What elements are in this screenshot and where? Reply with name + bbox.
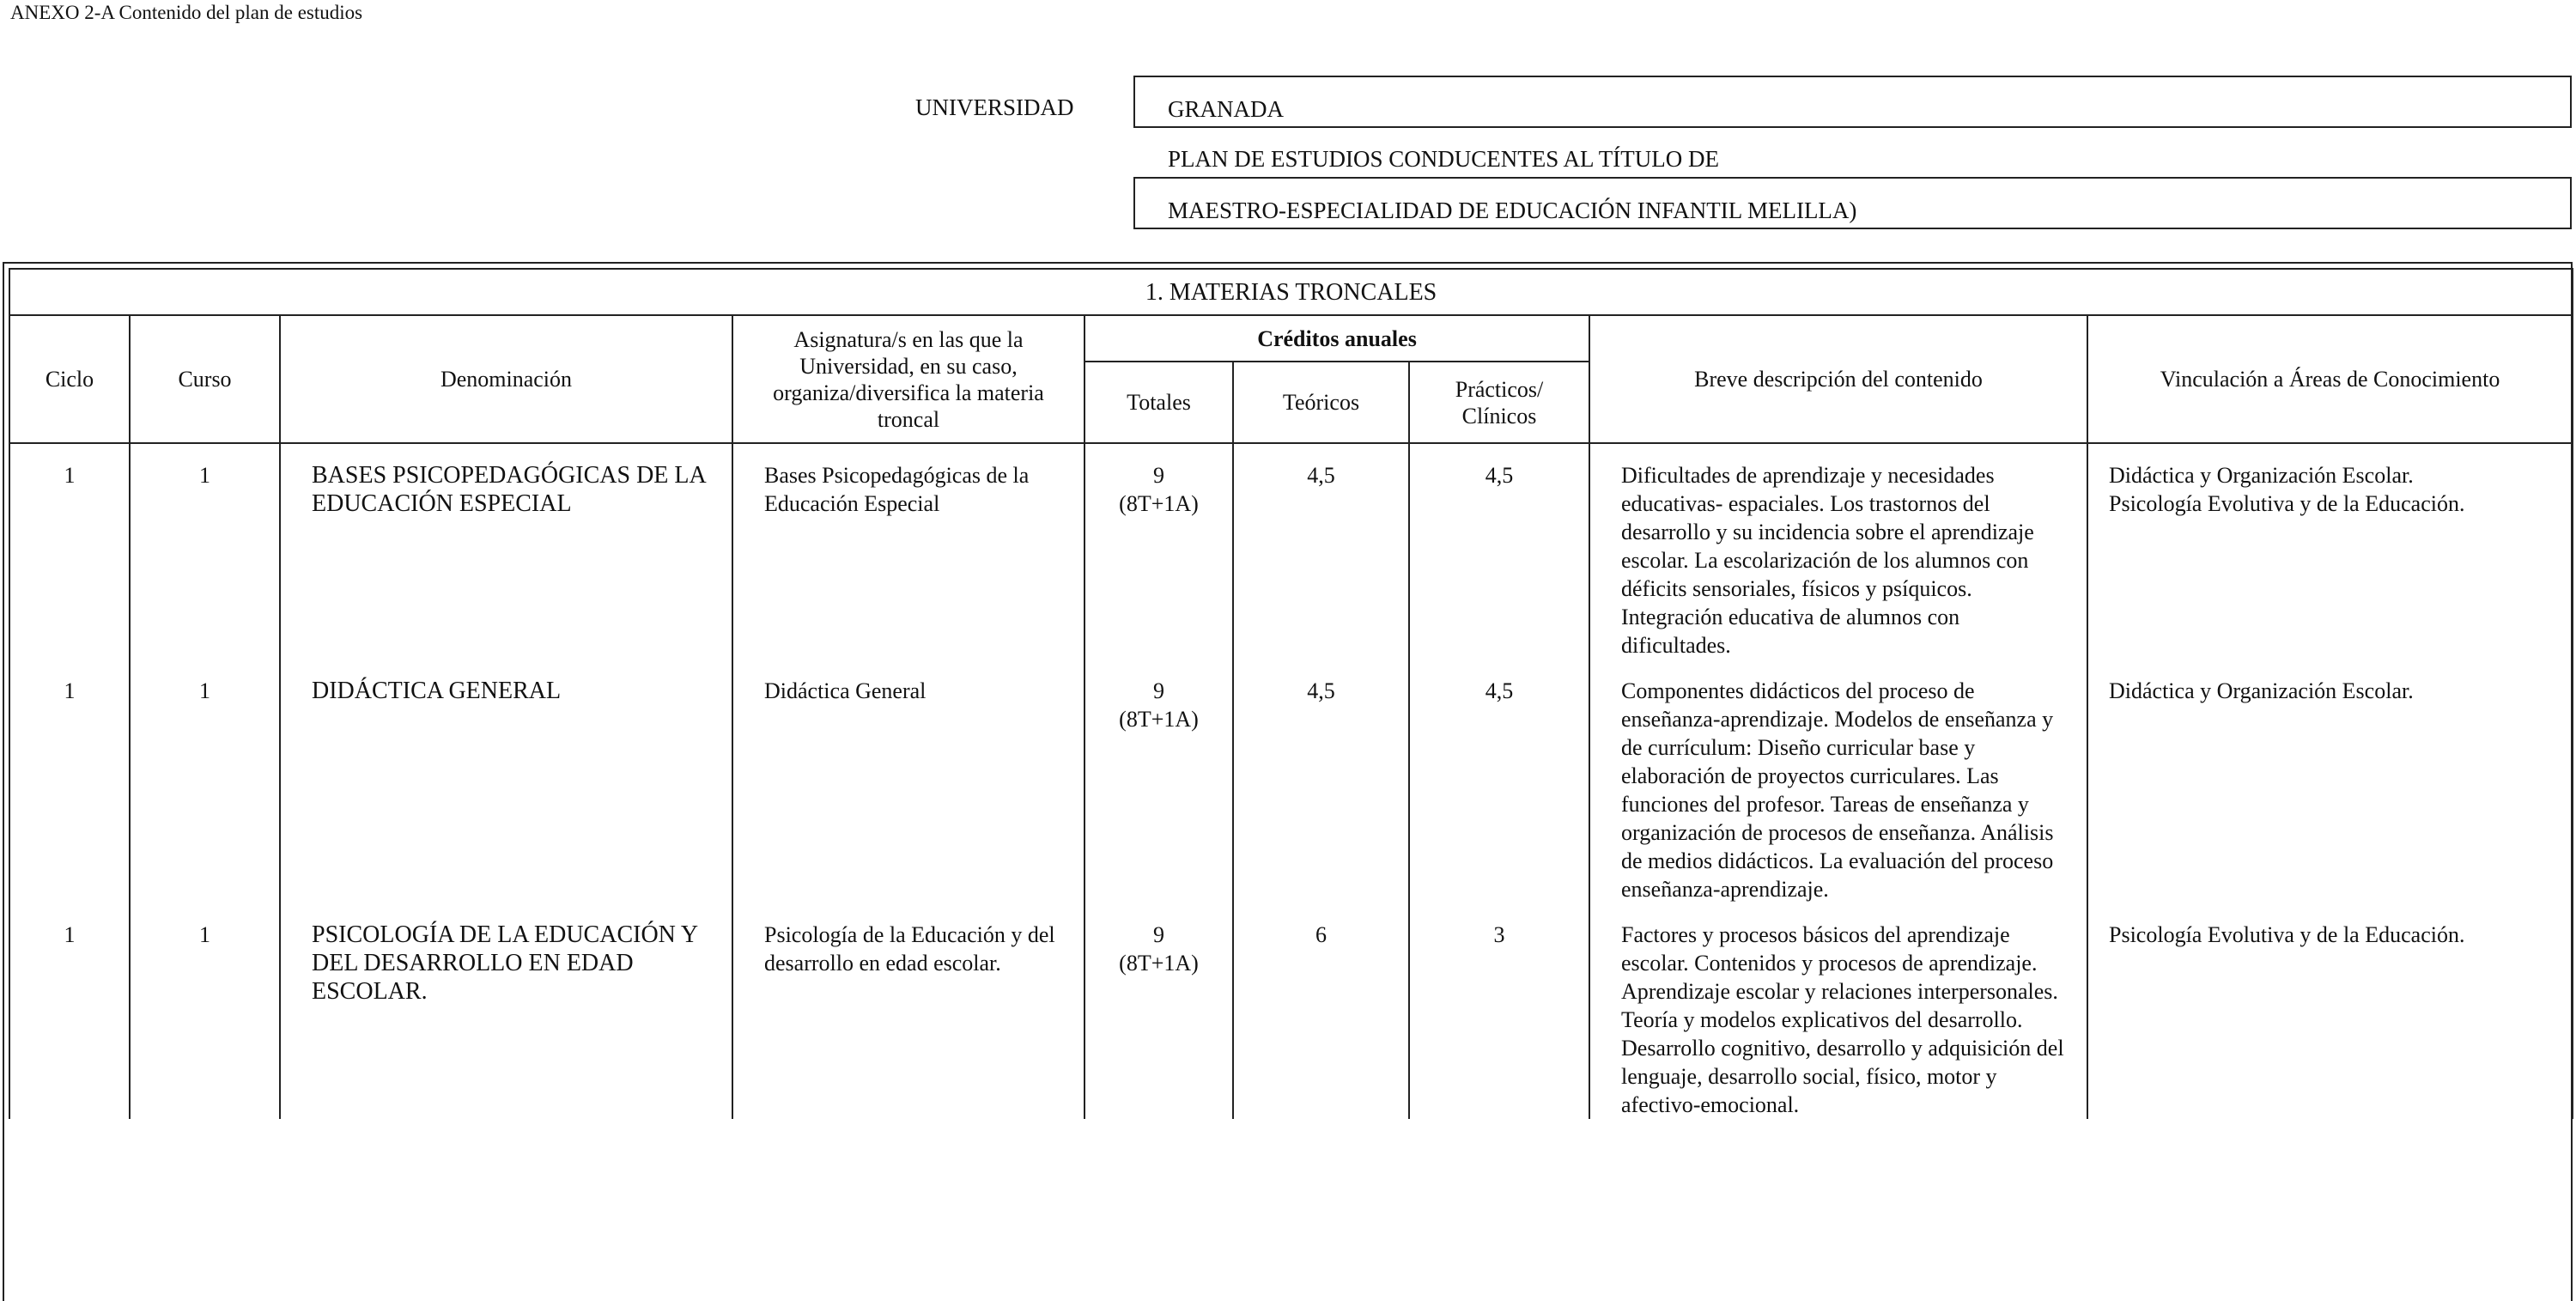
university-box: [1133, 76, 2572, 128]
header-vinculacion: Vinculación a Áreas de Conocimiento: [2087, 315, 2573, 443]
header-descripcion: Breve descripción del contenido: [1589, 315, 2087, 443]
cell-denominacion: PSICOLOGÍA DE LA EDUCACIÓN Y DEL DESARROLLO EN EDAD ESCOLAR.: [280, 903, 732, 1119]
cell-totales: [1084, 660, 1233, 903]
table-row: [9, 443, 2573, 660]
cell-denominacion: DIDÁCTICA GENERAL: [280, 660, 732, 903]
cell-practicos: 4,5: [1409, 443, 1589, 660]
cell-practicos: 3: [1409, 903, 1589, 1119]
table-caption: 1. MATERIAS TRONCALES: [9, 269, 2573, 315]
cell-curso: 1: [130, 660, 280, 903]
university-label: UNIVERSIDAD: [915, 94, 1074, 120]
header-totales: Totales: [1084, 362, 1233, 443]
totales-detail: (8T+1A): [1119, 707, 1199, 732]
cell-ciclo: 1: [9, 443, 130, 660]
cell-asignatura: Bases Psicopedagógicas de la Educación Especial: [732, 443, 1084, 660]
totales-value: 9: [1153, 463, 1164, 488]
subjects-table: [9, 268, 2573, 1119]
cell-practicos: 4,5: [1409, 660, 1589, 903]
totales-detail: (8T+1A): [1119, 491, 1199, 516]
header-ciclo: Ciclo: [9, 315, 130, 443]
cell-ciclo: 1: [9, 903, 130, 1119]
cell-teoricos: 4,5: [1233, 443, 1409, 660]
totales-detail: (8T+1A): [1119, 951, 1199, 976]
cell-totales: [1084, 443, 1233, 660]
cell-descripcion: Dificultades de aprendizaje y necesidades educativas- espaciales. Los trastornos del desarrollo y su incidencia sobre el aprendizaje escolar. La escolarización de los alumnos con déficits sensoriales, físicos y psíquicos. Integración educativa de alumnos con dificultades.: [1589, 443, 2087, 660]
degree-title: MAESTRO-ESPECIALIDAD DE EDUCACIÓN INFANTIL MELILLA): [1168, 198, 1857, 223]
area-item: Psicología Evolutiva y de la Educación.: [2109, 922, 2465, 947]
table-row: [9, 660, 2573, 903]
header-denominacion: Denominación: [280, 315, 732, 443]
table-row: [9, 903, 2573, 1119]
header-creditos: Créditos anuales: [1084, 315, 1589, 362]
cell-teoricos: 4,5: [1233, 660, 1409, 903]
cell-ciclo: 1: [9, 660, 130, 903]
header-curso: Curso: [130, 315, 280, 443]
header-practicos: Prácticos/ Clínicos: [1409, 362, 1589, 443]
cell-descripcion: Componentes didácticos del proceso de enseñanza-aprendizaje. Modelos de enseñanza y de currículum: Diseño curricular base y elaboración de proyectos curriculares. Las funciones del profesor. Tareas de enseñanza y organización de procesos de enseñanza. Análisis de medios didácticos. La evaluación del proceso enseñanza-aprendizaje.: [1589, 660, 2087, 903]
area-item: Psicología Evolutiva y de la Educación.: [2109, 491, 2465, 516]
plan-label: PLAN DE ESTUDIOS CONDUCENTES AL TÍTULO DE: [1168, 146, 1719, 172]
degree-title-box: [1133, 177, 2572, 229]
cell-curso: 1: [130, 903, 280, 1119]
cell-denominacion: BASES PSICOPEDAGÓGICAS DE LA EDUCACIÓN ESPECIAL: [280, 443, 732, 660]
cell-asignatura: Didáctica General: [732, 660, 1084, 903]
cell-descripcion: Factores y procesos básicos del aprendizaje escolar. Contenidos y procesos de aprendizaje. Aprendizaje escolar y relaciones interpersonales. Teoría y modelos explicativos del desarrollo. Desarrollo cognitivo, desarrollo y adquisición del lenguaje, desarrollo social, físico, motor y afectivo-emocional.: [1589, 903, 2087, 1119]
totales-value: 9: [1153, 678, 1164, 703]
cell-teoricos: 6: [1233, 903, 1409, 1119]
area-item: Didáctica y Organización Escolar.: [2109, 678, 2414, 703]
area-item: Didáctica y Organización Escolar.: [2109, 463, 2414, 488]
header-teoricos: Teóricos: [1233, 362, 1409, 443]
cell-vinculacion: [2087, 443, 2573, 660]
university-value: GRANADA: [1168, 96, 1284, 122]
header-asignatura: Asignatura/s en las que la Universidad, en su caso, organiza/diversifica la materia troncal: [732, 315, 1084, 443]
cell-asignatura: Psicología de la Educación y del desarrollo en edad escolar.: [732, 903, 1084, 1119]
cell-vinculacion: [2087, 903, 2573, 1119]
totales-value: 9: [1153, 922, 1164, 947]
cell-vinculacion: [2087, 660, 2573, 903]
cell-totales: [1084, 903, 1233, 1119]
annex-title: ANEXO 2-A Contenido del plan de estudios: [10, 2, 363, 23]
cell-curso: 1: [130, 443, 280, 660]
